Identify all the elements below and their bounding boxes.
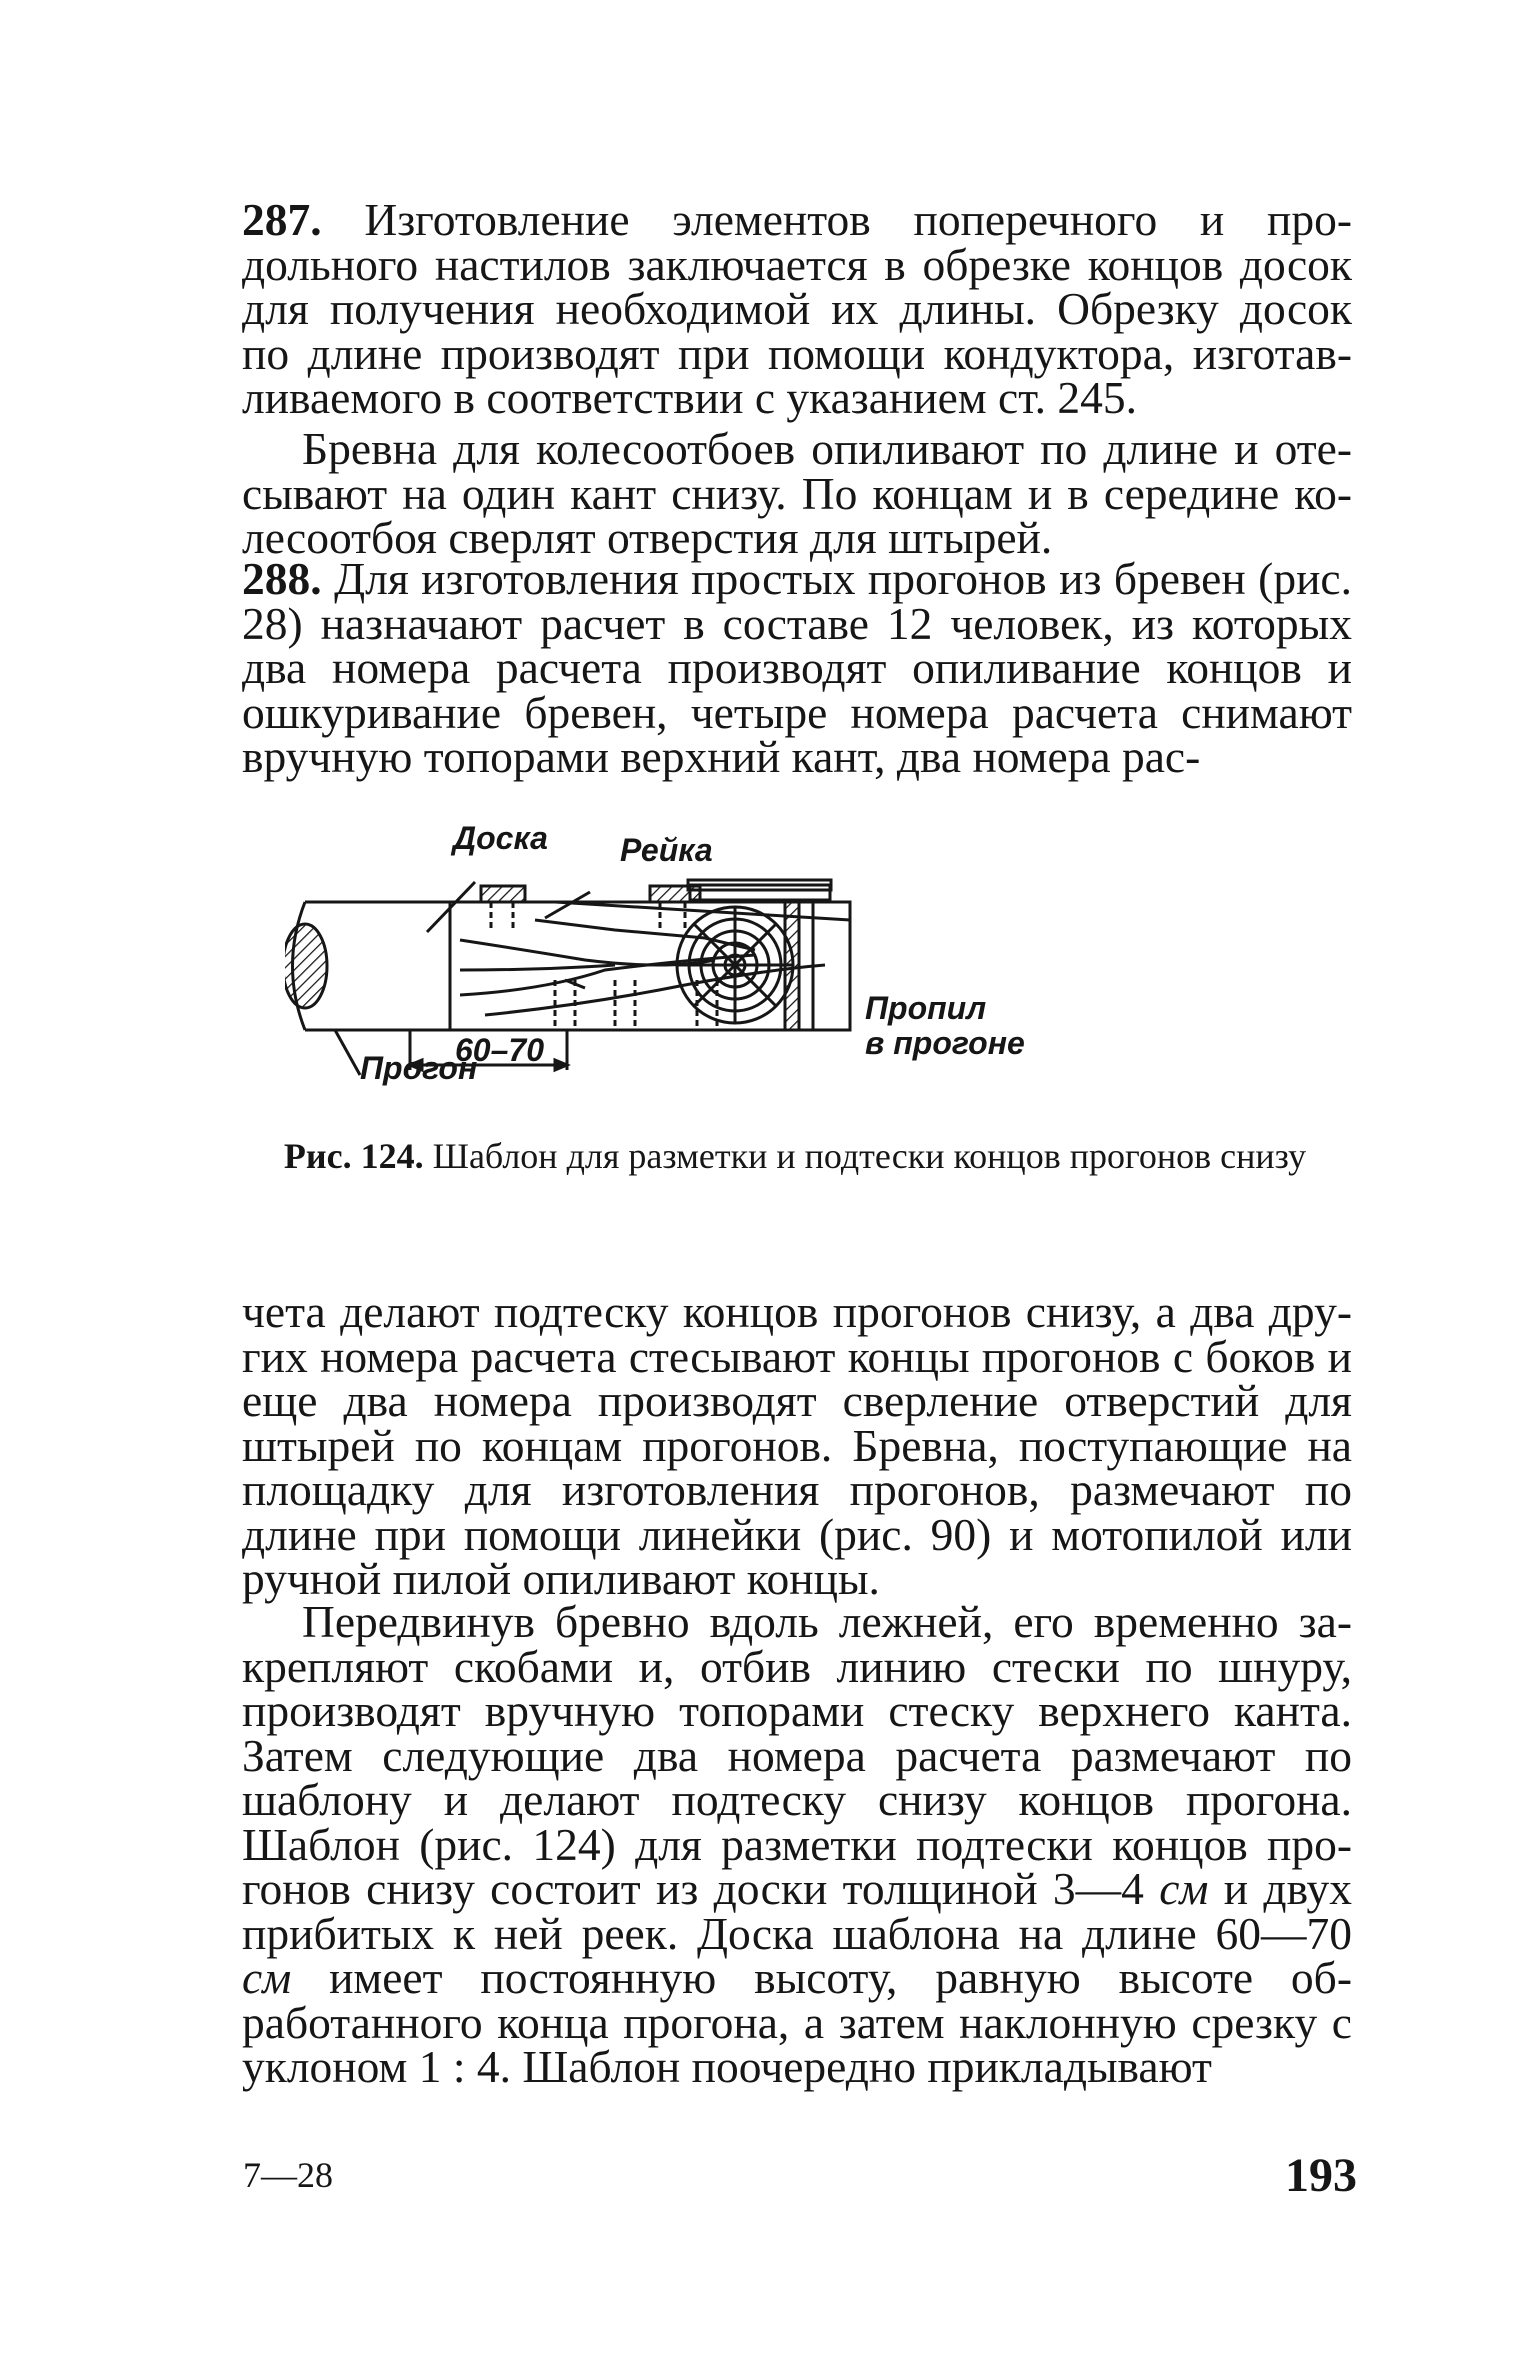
paragraph-text: Передвинув бревно вдоль лежней, его временно закрепляют скобами и, отбив линию стески по шнуру, производят вручную топорами стеску верхнего канта. Затем следующие два номера расчета размечают по шаблону и делают подтеску снизу концов прогона. Шаблон (рис. 124) для разметки подтески концов прогонов снизу состоит из доски толщиной 3—4 bbox=[242, 1596, 1352, 1914]
section-number: 288. bbox=[242, 553, 322, 604]
paragraph-text: имеет постоянную высоту, равную высоте обработанного конца прогона, а затем наклонную срезку с уклоном 1 : 4. Шаблон поочередно прикладывают bbox=[242, 1952, 1352, 2092]
paragraph-text: чета делают подтеску концов прогонов снизу, а два других номера расчета стесывают концы прогонов с боков и еще два номера производят сверление отверстий для штырей по концам прогонов. Бревна, поступающие на площадку для изготовления прогонов, размечают по длине при помощи линейки (рис. 90) и мотопилой или ручной пилой опиливают концы. bbox=[242, 1286, 1352, 1604]
paragraph-text: Для изготовления простых прогонов из бревен (рис. 28) назначают расчет в составе 12 человек, из которых два номера расчета производят опиливание концов и ошкуривание бревен, четыре номера расчета снимают вручную топорами верхний кант, два номера рас- bbox=[242, 553, 1352, 782]
figure-124 bbox=[285, 820, 1265, 1110]
label-batten: Рейка bbox=[620, 832, 713, 868]
figure-number: Рис. 124. bbox=[283, 1136, 424, 1176]
paragraph-continued bbox=[242, 1286, 1352, 1604]
label-dimension: 60–70 bbox=[455, 1032, 544, 1068]
paragraph-288 bbox=[242, 553, 1352, 782]
unit-cm: см bbox=[1159, 1863, 1209, 1914]
label-beam: Прогон bbox=[360, 1050, 478, 1086]
figure-caption bbox=[240, 1137, 1350, 1175]
paragraph-wheel-guards bbox=[242, 423, 1352, 563]
paragraph-text: Бревна для колесоотбоев опиливают по длине и отесывают на один кант снизу. По концам и в середине колесоотбоя сверлят отверстия для штырей. bbox=[242, 423, 1352, 563]
label-board: Доска bbox=[453, 820, 548, 856]
caption-text: Шаблон для разметки и подтески концов прогонов снизу bbox=[423, 1136, 1307, 1176]
section-number: 287. bbox=[242, 194, 322, 245]
page-number: 193 bbox=[1285, 2149, 1357, 2202]
paragraph-template-description bbox=[242, 1596, 1352, 2092]
paragraph-287 bbox=[242, 194, 1352, 423]
unit-cm: см bbox=[242, 1952, 292, 2003]
label-saw-cut-2: в прогоне bbox=[865, 1025, 1025, 1061]
paragraph-text: Изготовление элементов поперечного и продольного настилов заключается в обрезке концов досок для получения необходимой их длины. Обрезку досок по длине производят при помощи кондуктора, изготавливаемого в соответствии с указанием ст. 245. bbox=[242, 194, 1352, 423]
paragraph-text: и двух прибитых к ней реек. Доска шаблона на длине 60—70 bbox=[242, 1863, 1352, 1959]
printer-signature: 7—28 bbox=[243, 2155, 333, 2195]
label-saw-cut-1: Пропил bbox=[865, 990, 987, 1026]
